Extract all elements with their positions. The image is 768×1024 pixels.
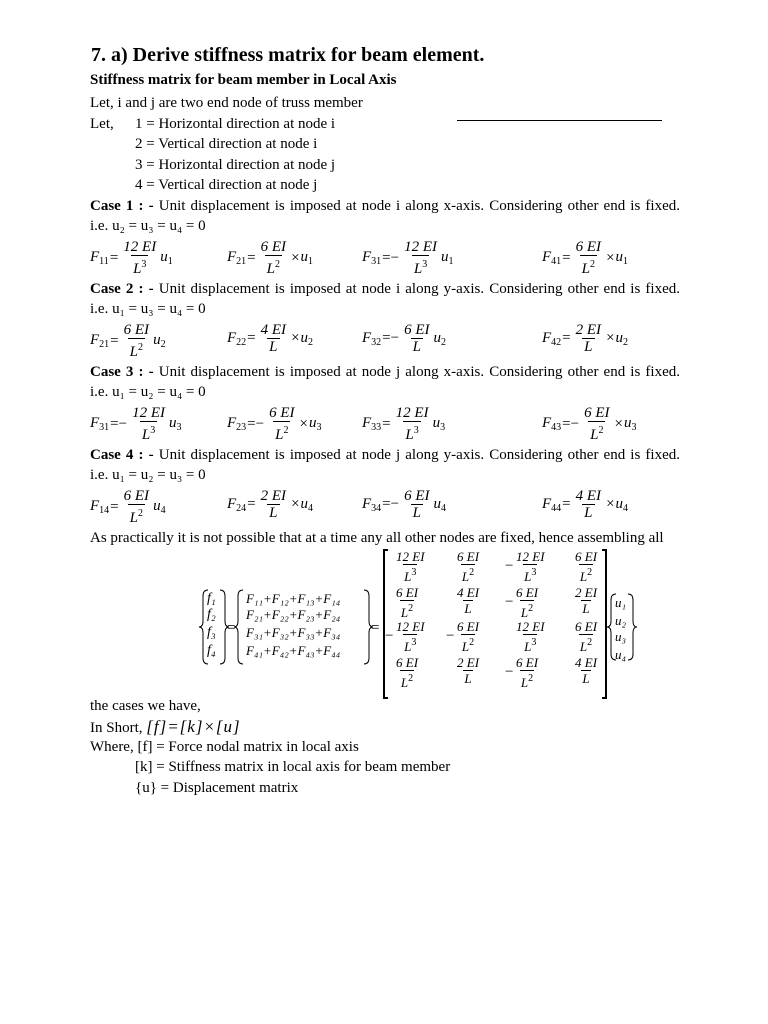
numerator: 12 EI (132, 404, 166, 421)
equals-sign: =− (382, 330, 400, 347)
force-symbol: $F_{14}$ (90, 498, 110, 517)
sum-row-4: F₄₁+F₄₂+F₄₃+F₄₄ (246, 643, 341, 659)
times-sign: × (291, 330, 300, 347)
denominator: $L^2$ (128, 504, 145, 527)
case-2-text (90, 279, 680, 300)
force-symbol: $F_{11}$ (90, 249, 109, 268)
displacement-symbol: $u_4$ (153, 498, 166, 517)
force-symbol: $F_{21}$ (90, 332, 110, 351)
case-4-condition: i.e. u₁ = u₂ = u₃ = 0 (90, 467, 206, 484)
denominator: $L^3$ (523, 564, 537, 584)
displacement-symbol: $u_1$ (441, 249, 454, 268)
sum-row-2: F₂₁+F₂₂+F₂₃+F₂₄ (246, 607, 341, 623)
force-symbol: $F_{44}$ (542, 495, 562, 514)
svg-text:=: = (227, 620, 236, 637)
denominator: $L^2$ (579, 564, 593, 584)
numerator: 12 EI (123, 238, 157, 255)
numerator: 4 EI (457, 585, 480, 601)
cases-have-text: the cases we have, (90, 698, 201, 715)
matrix-cell (574, 586, 598, 616)
case-4-text (90, 445, 680, 466)
equals-sign: = (110, 498, 119, 515)
where-line-3: {u} = Displacement matrix (135, 779, 299, 796)
case-description: Unit displacement is imposed at node j along x-axis. Considering other end is fixed. (153, 363, 680, 380)
numerator: 6 EI (404, 321, 430, 338)
matrix-minus-sign: − (505, 594, 514, 611)
where-line-2: [k] = Stiffness matrix in local axis for beam member (135, 759, 451, 776)
direction-4: 4 = Vertical direction at node j (135, 177, 318, 194)
denominator: $L^2$ (580, 255, 597, 278)
numerator: 6 EI (123, 321, 150, 338)
numerator: 6 EI (457, 549, 480, 565)
numerator: 2 EI (260, 487, 287, 504)
fraction (394, 405, 431, 444)
page-title: 7. a) Derive stiffness matrix for beam element. (91, 44, 485, 66)
times-sign: × (291, 249, 300, 266)
times-sign: × (299, 415, 308, 432)
case-4-equations (90, 486, 680, 528)
numerator: 2 EI (575, 585, 598, 601)
denominator: L (412, 504, 421, 521)
denominator: $L^2$ (461, 564, 475, 584)
displacement-symbol: $u_2$ (433, 329, 447, 348)
numerator: 6 EI (260, 238, 287, 255)
denominator: L (464, 601, 472, 617)
times-sign: × (614, 415, 623, 432)
matrix-cell (456, 656, 480, 686)
force-component-1: f₁ (207, 591, 216, 607)
in-short-label: In Short, (90, 719, 143, 736)
force-symbol: $F_{42}$ (542, 329, 562, 348)
denominator: $L^2$ (579, 634, 593, 654)
equals-sign: = (382, 415, 391, 432)
force-equation (542, 405, 636, 444)
fraction (267, 405, 296, 444)
matrix-cell (395, 550, 426, 584)
numerator: 6 EI (575, 549, 598, 565)
fraction (130, 405, 167, 444)
let-label: Let, (90, 115, 114, 132)
force-symbol: $F_{31}$ (90, 415, 110, 434)
force-component-3: f₃ (207, 625, 216, 641)
displacement-symbol: $u_1$ (615, 249, 629, 268)
force-equation (362, 488, 446, 522)
fraction (122, 488, 151, 527)
fraction (582, 405, 611, 444)
force-symbol: $F_{31}$ (362, 249, 382, 268)
matrix-cell (515, 586, 539, 620)
case-label: Case 4 : - (90, 446, 154, 463)
fraction (574, 322, 603, 356)
denominator: $L^2$ (273, 421, 290, 444)
denominator: $L^3$ (140, 421, 157, 444)
displacement-symbol: $u_3$ (169, 415, 182, 434)
numerator: 4 EI (575, 655, 598, 671)
matrix-cell (515, 620, 546, 654)
fraction (259, 488, 288, 522)
fraction (259, 322, 288, 356)
matrix-minus-sign: − (446, 628, 455, 645)
displacement-symbol: $u_4$ (615, 495, 629, 514)
numerator: 6 EI (575, 238, 602, 255)
fraction (402, 239, 439, 278)
matrix-minus-sign: − (385, 628, 394, 645)
times-sign: × (606, 496, 615, 513)
equals-sign: =− (382, 496, 400, 513)
case-description: Unit displacement is imposed at node i along y-axis. Considering other end is fixed. (153, 280, 680, 297)
equals-sign: = (247, 330, 256, 347)
direction-2: 2 = Vertical direction at node i (135, 136, 318, 153)
force-equation (227, 322, 313, 356)
case-3-equations (90, 403, 680, 445)
matrix-cell (574, 620, 598, 654)
displacement-symbol: $u_4$ (300, 495, 314, 514)
equals-sign: = (562, 249, 571, 266)
denominator: $L^2$ (520, 600, 534, 620)
displacement-symbol: $u_3$ (308, 415, 322, 434)
displacement-symbol: $u_2$ (153, 332, 166, 351)
numerator: 12 EI (516, 619, 545, 635)
denominator: $L^2$ (128, 338, 145, 361)
section-subtitle: Stiffness matrix for beam member in Local Axis (90, 72, 397, 88)
matrix-cell (515, 550, 546, 584)
equals-sign: =− (382, 249, 400, 266)
force-component-4: f₄ (207, 643, 216, 659)
numerator: 12 EI (395, 404, 429, 421)
matrix-cell (574, 656, 598, 686)
case-label: Case 2 : - (90, 280, 154, 297)
fraction (402, 322, 431, 356)
displacement-component-4: u₄ (615, 647, 627, 663)
numerator: 6 EI (396, 655, 419, 671)
force-symbol: $F_{22}$ (227, 329, 247, 348)
equals-sign: = (109, 249, 119, 266)
numerator: 2 EI (457, 655, 480, 671)
case-1-text (90, 196, 680, 217)
numerator: 12 EI (396, 549, 425, 565)
fraction (122, 322, 151, 361)
matrix-cell (456, 586, 480, 616)
svg-text:=: = (371, 620, 380, 637)
denominator: L (584, 338, 593, 355)
force-symbol: $F_{21}$ (227, 249, 247, 268)
force-equation (542, 239, 628, 278)
equals-sign: = (247, 496, 256, 513)
numerator: 6 EI (123, 487, 150, 504)
force-symbol: $F_{24}$ (227, 495, 247, 514)
equals-sign: =− (562, 415, 580, 432)
displacement-symbol: $u_4$ (433, 495, 447, 514)
denominator: $L^2$ (400, 670, 414, 690)
case-label: Case 1 : - (90, 197, 154, 214)
numerator: 6 EI (516, 585, 539, 601)
denominator: L (582, 601, 590, 617)
equals-sign: =− (110, 415, 128, 432)
numerator: 6 EI (404, 487, 430, 504)
force-symbol: $F_{43}$ (542, 415, 562, 434)
numerator: 6 EI (457, 619, 480, 635)
direction-line-1 (90, 114, 680, 135)
force-equation (542, 322, 628, 356)
denominator: L (269, 338, 278, 355)
denominator: L (464, 671, 472, 687)
matrix-minus-sign: − (505, 558, 514, 575)
force-component-2: f₂ (207, 607, 216, 623)
case-label: Case 3 : - (90, 363, 154, 380)
cases-section (90, 196, 680, 528)
case-2-condition: i.e. u₁ = u₃ = u₄ = 0 (90, 301, 206, 318)
denominator: L (584, 504, 593, 521)
force-symbol: $F_{33}$ (362, 415, 382, 434)
equals-sign: =− (247, 415, 265, 432)
force-equation (90, 239, 173, 278)
force-equation (362, 239, 454, 278)
fraction (121, 239, 158, 278)
case-description: Unit displacement is imposed at node i along x-axis. Considering other end is fixed. (153, 197, 680, 214)
force-equation (90, 322, 166, 361)
displacement-symbol: $u_1$ (300, 249, 314, 268)
displacement-symbol: $u_3$ (623, 415, 637, 434)
denominator: $L^2$ (588, 421, 605, 444)
matrix-cell (395, 586, 419, 620)
denominator: L (269, 504, 278, 521)
fraction (402, 488, 431, 522)
numerator: 6 EI (269, 404, 295, 421)
in-short-equation: [f]=[k]×[u] (146, 716, 241, 736)
displacement-component-2: u₂ (615, 613, 627, 629)
denominator: $L^3$ (131, 255, 148, 278)
force-equation (227, 405, 321, 444)
force-equation (542, 488, 628, 522)
case-1-condition: i.e. u₂ = u₃ = u₄ = 0 (90, 218, 206, 235)
denominator: $L^3$ (523, 634, 537, 654)
force-equation (362, 322, 446, 356)
case-1-equations (90, 237, 680, 279)
equals-sign: = (562, 496, 571, 513)
force-equation (362, 405, 445, 444)
case-3-condition: i.e. u₁ = u₂ = u₄ = 0 (90, 384, 206, 401)
force-equation (90, 405, 182, 444)
denominator: $L^2$ (265, 255, 282, 278)
matrix-cell (395, 656, 419, 690)
numerator: 6 EI (396, 585, 419, 601)
numerator: 4 EI (575, 487, 602, 504)
denominator: $L^2$ (400, 600, 414, 620)
denominator: $L^2$ (520, 670, 534, 690)
case-description: Unit displacement is imposed at node j along y-axis. Considering other end is fixed. (153, 446, 680, 463)
numerator: 12 EI (404, 238, 438, 255)
displacement-symbol: $u_1$ (160, 249, 173, 268)
matrix-cell (456, 620, 480, 654)
numerator: 6 EI (516, 655, 539, 671)
case-2-equations (90, 320, 680, 362)
matrix-minus-sign: − (505, 664, 514, 681)
times-sign: × (606, 249, 615, 266)
force-equation (90, 488, 166, 527)
force-equation (227, 488, 313, 522)
fraction (574, 239, 603, 278)
denominator: L (582, 671, 590, 687)
assembly-equation (90, 548, 680, 700)
where-line-1: Where, [f] = Force nodal matrix in local axis (90, 738, 359, 755)
numerator: 6 EI (584, 404, 610, 421)
denominator: $L^3$ (403, 564, 417, 584)
equals-sign: = (562, 330, 571, 347)
matrix-cell (515, 656, 539, 690)
intro-text: Let, i and j are two end node of truss member (90, 95, 363, 112)
displacement-component-1: u₁ (615, 595, 627, 611)
numerator: 2 EI (575, 321, 602, 338)
denominator: L (412, 338, 421, 355)
displacement-component-3: u₃ (615, 629, 627, 645)
times-sign: × (291, 496, 300, 513)
matrix-cell (395, 620, 426, 654)
assembly-text: As practically it is not possible that at a time any all other nodes are fixed, hence assembling all (90, 529, 664, 546)
force-symbol: $F_{23}$ (227, 415, 247, 434)
force-equation (227, 239, 313, 278)
direction-1: 1 = Horizontal direction at node i (135, 115, 336, 132)
times-sign: × (606, 330, 615, 347)
horizontal-rule (457, 120, 662, 121)
displacement-symbol: $u_2$ (615, 329, 629, 348)
displacement-symbol: $u_2$ (300, 329, 314, 348)
case-3-text (90, 362, 680, 383)
force-symbol: $F_{34}$ (362, 495, 382, 514)
force-symbol: $F_{41}$ (542, 249, 562, 268)
sum-row-3: F₃₁+F₃₂+F₃₃+F₃₄ (246, 625, 341, 641)
document-page (90, 44, 680, 798)
denominator: $L^2$ (461, 634, 475, 654)
displacement-symbol: $u_3$ (432, 415, 446, 434)
fraction (259, 239, 288, 278)
direction-3: 3 = Horizontal direction at node j (135, 156, 336, 173)
denominator: $L^3$ (412, 255, 429, 278)
equals-sign: = (110, 332, 119, 349)
numerator: 6 EI (575, 619, 598, 635)
equals-sign: = (247, 249, 256, 266)
sum-row-1: F₁₁+F₁₂+F₁₃+F₁₄ (246, 591, 341, 607)
numerator: 12 EI (516, 549, 545, 565)
fraction (574, 488, 603, 522)
denominator: $L^3$ (403, 421, 420, 444)
numerator: 12 EI (396, 619, 425, 635)
numerator: 4 EI (260, 321, 287, 338)
denominator: $L^3$ (403, 634, 417, 654)
force-symbol: $F_{32}$ (362, 329, 382, 348)
matrix-cell (574, 550, 598, 584)
matrix-cell (456, 550, 480, 584)
